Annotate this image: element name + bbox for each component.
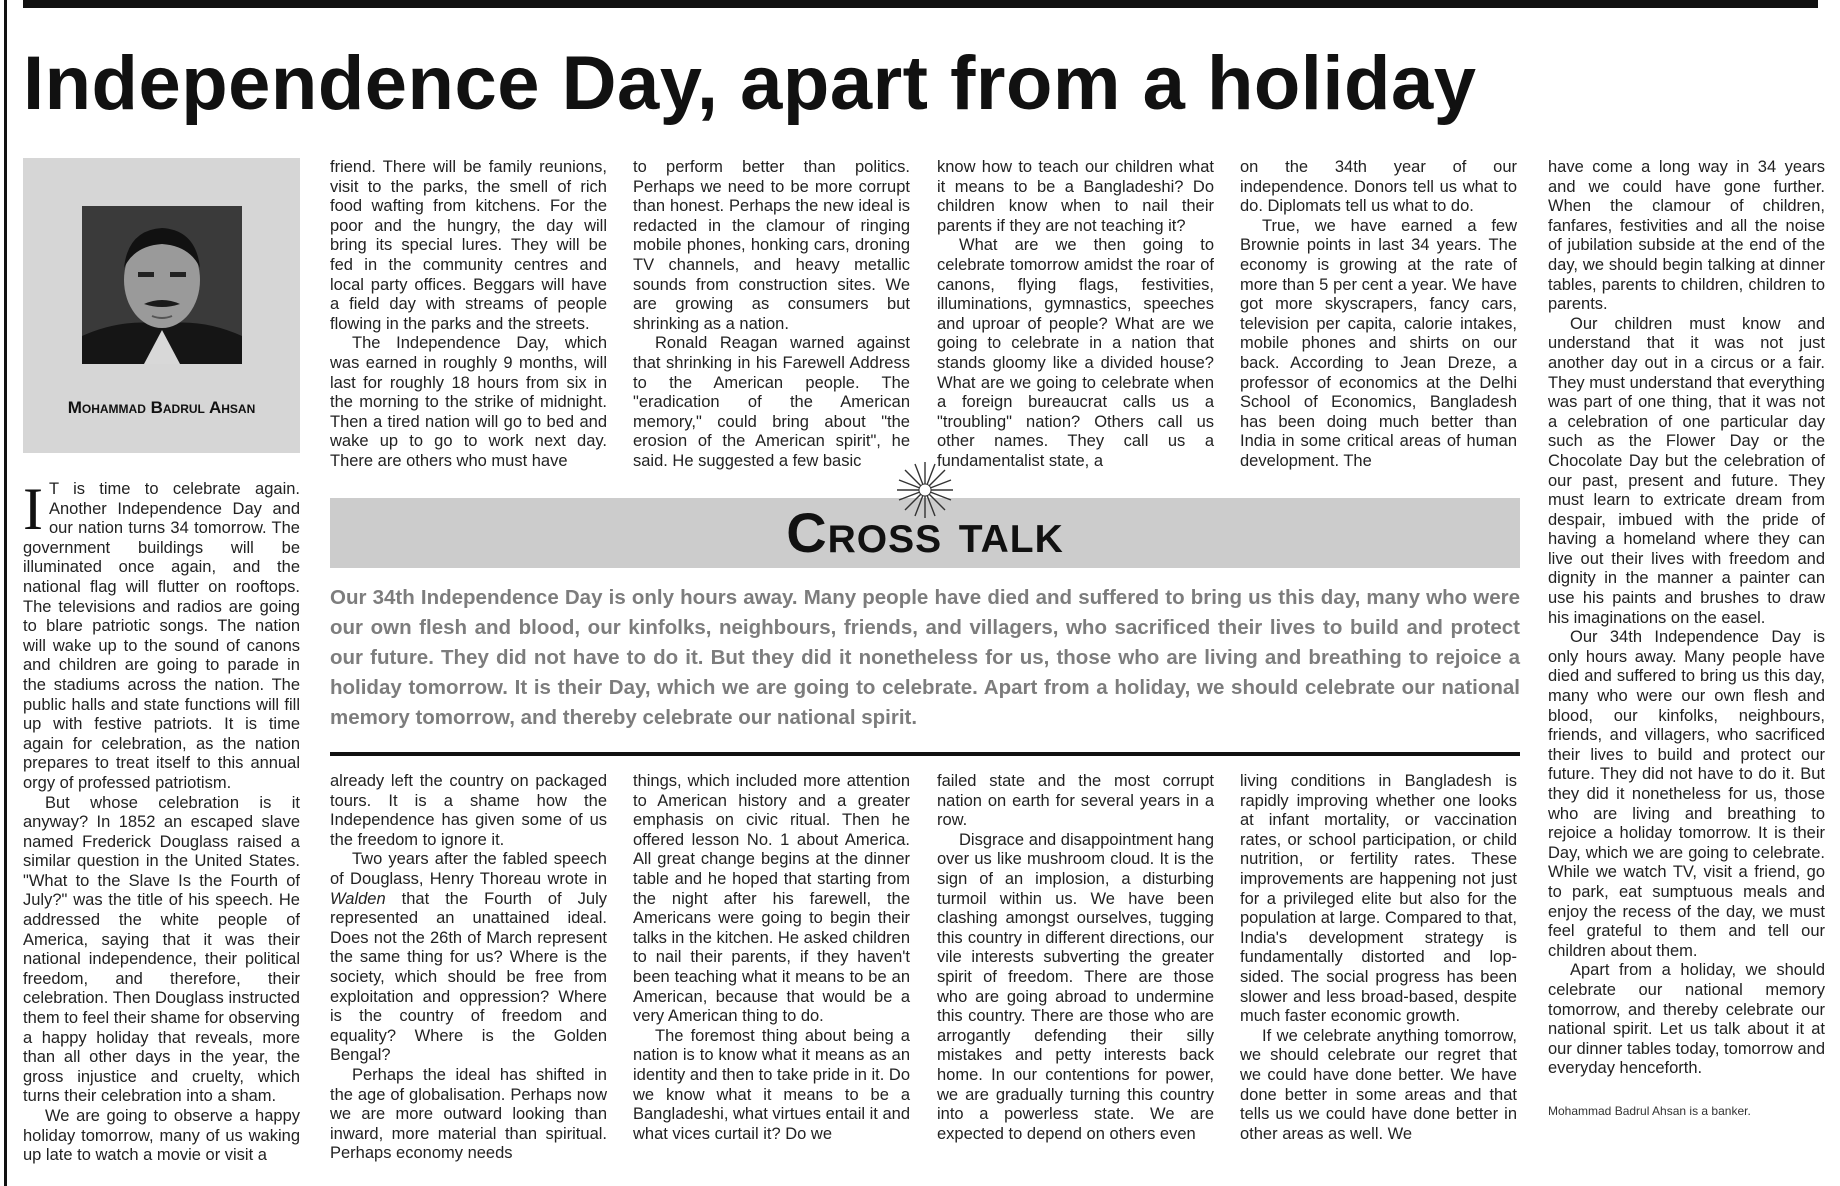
paragraph-text: Two years after the fabled speech of Douglass, Henry Thoreau wrote in bbox=[330, 850, 607, 888]
paragraph: living conditions in Bangladesh is rapidly improving whether one looks at infant mortality, or vaccination rates, or school participation, or child nutrition, or fertility rates. These improvements are happening not just for a privileged elite but also for the population at large. Compared to that, India's development strategy is fundamentally distorted and lop-sided. The social progress has been slower and less broad-based, despite much faster economic growth. bbox=[1240, 772, 1518, 1026]
article-column-3-top bbox=[633, 158, 910, 472]
article-column-3-bottom bbox=[633, 772, 910, 1144]
paragraph: If we celebrate anything tomorrow, we should celebrate our regret that we could have done better. We have done better in some areas and that tells us we could have done better in other areas as well. We bbox=[1240, 1026, 1517, 1143]
paragraph-text: that the Fourth of July represented an unattained ideal. Does not the 26th of March represent the same thing for us? Where is the society, which should be free from exploitation and oppression? Where is the country of freedom and equality? Where is the Golden Bengal? bbox=[330, 889, 607, 1065]
paragraph: friend. There will be family reunions, visit to the parks, the smell of rich food wafting from kitchens. For the poor and the hungry, the day will bring its special lures. They will be fed in the community centres and local party offices. Beggars will have a field day with streams of people flowing in the parks and the streets. bbox=[330, 158, 607, 333]
section-divider bbox=[330, 752, 1520, 756]
paragraph: We are going to observe a happy holiday tomorrow, many of us waking up late to watch a movie or visit a bbox=[23, 1107, 300, 1165]
paragraph: Ronald Reagan warned against that shrinking in his Farewell Address to the American people. The "eradication of the American memory," could bring about "the erosion of the American spirit", he said. He suggested a few basic bbox=[633, 334, 910, 470]
paragraph: Our 34th Independence Day is only hours away. Many people have died and suffered to bring us this day, many who were our own flesh and blood, our kinfolks, neighbours, friends, and villagers, who sacrificed their lives to build and protect our future. They did not have to do it. But they did it nonetheless for us, those who are living and breathing to rejoice a holiday tomorrow. It is their Day, which we are going to celebrate. While we watch TV, visit a friend, go to park, eat sumptuous meals and enjoy the recess of the day, we must feel grateful to them and tell our children about them. bbox=[1548, 628, 1825, 960]
author-box bbox=[23, 158, 300, 453]
paragraph: Disgrace and disappointment hang over us like mushroom cloud. It is the sign of an implosion, a disturbing turmoil within us. We have been clashing amongst ourselves, tugging this country in different directions, our vile interests subverting the greater spirit of freedom. There are those who are going abroad to undermine this country. There are those who are arrogantly defending their silly mistakes and petty interests back home. In our contentions for power, we are gradually turning this country into a powerless state. We are expected to depend on others even bbox=[937, 830, 1215, 1143]
paragraph bbox=[23, 476, 300, 794]
paragraph: already left the country on packaged tours. It is a shame how the Independence has given some of us the freedom to ignore it. bbox=[330, 772, 607, 849]
paragraph: True, we have earned a few Brownie points in last 34 years. The economy is growing at the rate of more than 5 per cent a year. We have got more skyscrapers, fancy cars, television per capita, calorie intakes, mobile phones and shirts on our back. According to Jean Dreze, a professor of economics at the Delhi School of Economics, Bangladesh has been doing much better than India in some critical areas of human development. The bbox=[1240, 216, 1517, 470]
article-column-2-bottom bbox=[330, 772, 607, 1164]
paragraph-text: T is time to celebrate again. Another Independence Day and our nation turns 34 tomorrow. The government buildings will be illuminated once again, and the national flag will flutter on rooftops. The televisions and radios are going to blare patriotic songs. The nation will wake up to the sound of canons and children are going to parade in the stadiums across the nation. The public halls and state functions will fill up with festive patriots. It is time again for celebration, as the nation prepares to treat itself to this annual orgy of professed patriotism. bbox=[23, 480, 300, 792]
left-border-rule bbox=[4, 0, 7, 1186]
top-rule bbox=[23, 0, 1818, 8]
drop-cap: I bbox=[23, 476, 43, 542]
paragraph: things, which included more attention to American history and a greater emphasis on civic ritual. Then he offered lesson No. 1 about America. All great change begins at the dinner table and he hoped that starting from the night after his farewell, the Americans were going to begin their talks in the kitchen. He asked children to nail their parents, if they haven't been teaching what it means to be an American, because that would be a very American thing to do. bbox=[633, 772, 910, 1026]
article-column-4-bottom bbox=[937, 772, 1214, 1144]
paragraph: Perhaps the ideal has shifted in the age of globalisation. Perhaps now we are more outward looking than inward, more material than spiritual. Perhaps economy needs bbox=[330, 1065, 607, 1163]
article-column-2-top bbox=[330, 158, 607, 472]
paragraph: to perform better than politics. Perhaps we need to be more corrupt than honest. Perhaps the new ideal is redacted in the clamour of ringing mobile phones, honking cars, droning TV channels, and heavy metallic sounds from construction sites. We are growing as consumers but shrinking as a nation. bbox=[633, 158, 910, 333]
author-note: Mohammad Badrul Ahsan is a banker. bbox=[1548, 1104, 1751, 1118]
paragraph: What are we then going to celebrate tomorrow amidst the roar of canons, flying flags, festivities, illuminations, gymnastics, speeches and uproar of people? What are we going to celebrate in a nation that stands gloomy like a divided house? What are we going to celebrate when a foreign bureaucrat calls us a "troubling" nation? Others call us other names. They call us a fundamentalist state, a bbox=[937, 236, 1214, 470]
article-column-5-bottom bbox=[1240, 772, 1517, 1144]
paragraph: know how to teach our children what it means to be a Bangladeshi? Do children know when to nail their parents if they are not teaching it? bbox=[937, 158, 1214, 235]
paragraph bbox=[330, 850, 607, 1066]
paragraph: on the 34th year of our independence. Donors tell us what to do. Diplomats tell us what to do. bbox=[1240, 158, 1517, 216]
paragraph: have come a long way in 34 years and we could have gone further. When the clamour of children, fanfares, festivities and all the noise of jubilation subside at the end of the day, we should begin talking at dinner tables, parents to children, children to parents. bbox=[1548, 158, 1825, 314]
portrait-graphic bbox=[82, 206, 242, 364]
article-column-5-top bbox=[1240, 158, 1517, 472]
paragraph: The foremost thing about being a nation is to know what it means as an identity and then to take pride in it. Do we know what it means to be a Bangladeshi, what virtues entail it and what vices curtail it? Do we bbox=[633, 1026, 911, 1143]
article-column-1 bbox=[23, 476, 300, 1166]
cross-talk-title: Cross talk bbox=[786, 501, 1064, 564]
cross-talk-lead: Our 34th Independence Day is only hours away. Many people have died and suffered to bring us this day, many who were our own flesh and blood, our kinfolks, neighbours, friends, and villagers, who sacrificed their lives to build and protect our future. They did not have to do it. But they did it nonetheless for us, those who are living and breathing to rejoice a holiday tomorrow. It is their Day, which we are going to celebrate. Apart from a holiday, we should celebrate our national memory tomorrow, and thereby celebrate our national spirit. bbox=[330, 586, 1520, 729]
author-name: Mohammad Badrul Ahsan bbox=[67, 398, 256, 417]
paragraph: The Independence Day, which was earned in roughly 9 months, will last for roughly 18 hours from six in the morning to the strike of midnight. Then a tired nation will go to bed and wake up to go to work next day. There are others who must have bbox=[330, 334, 607, 470]
author-photo bbox=[82, 206, 242, 364]
article-column-4-top bbox=[937, 158, 1214, 472]
paragraph: Our children must know and understand that it was not just another day out in a circus or a fair. They must understand that everything was part of one thing, that it was not a celebration of one particular day such as the Flower Day or the Chocolate Day but the celebration of our past, present and future. They must learn to extricate dream from despair, imbued with the pride of having a homeland where they can live out their lives with freedom and dignity in the manner a painter can use his paints and brushes to draw his imaginations on the easel. bbox=[1548, 314, 1825, 627]
paragraph: Apart from a holiday, we should celebrate our national memory tomorrow, and thereby celebrate our national spirit. Let us talk about it at our dinner tables today, tomorrow and everyday henceforth. bbox=[1548, 961, 1825, 1078]
article-column-6 bbox=[1548, 158, 1825, 1079]
book-title: Walden bbox=[330, 889, 386, 908]
paragraph: failed state and the most corrupt nation on earth for several years in a row. bbox=[937, 772, 1214, 830]
paragraph: But whose celebration is it anyway? In 1852 an escaped slave named Frederick Douglass raised a similar question in the United States. "What to the Slave Is the Fourth of July?" was the title of his speech. He addressed the white people of America, saying that it was their national independence, their political freedom, and therefore, their celebration. Then Douglass instructed them to feel their shame for observing a happy holiday that reveals, more than all other days in the year, the gross injustice and cruelty, which turns their celebration into a sham. bbox=[23, 793, 300, 1106]
headline: Independence Day, apart from a holiday bbox=[23, 41, 1477, 126]
